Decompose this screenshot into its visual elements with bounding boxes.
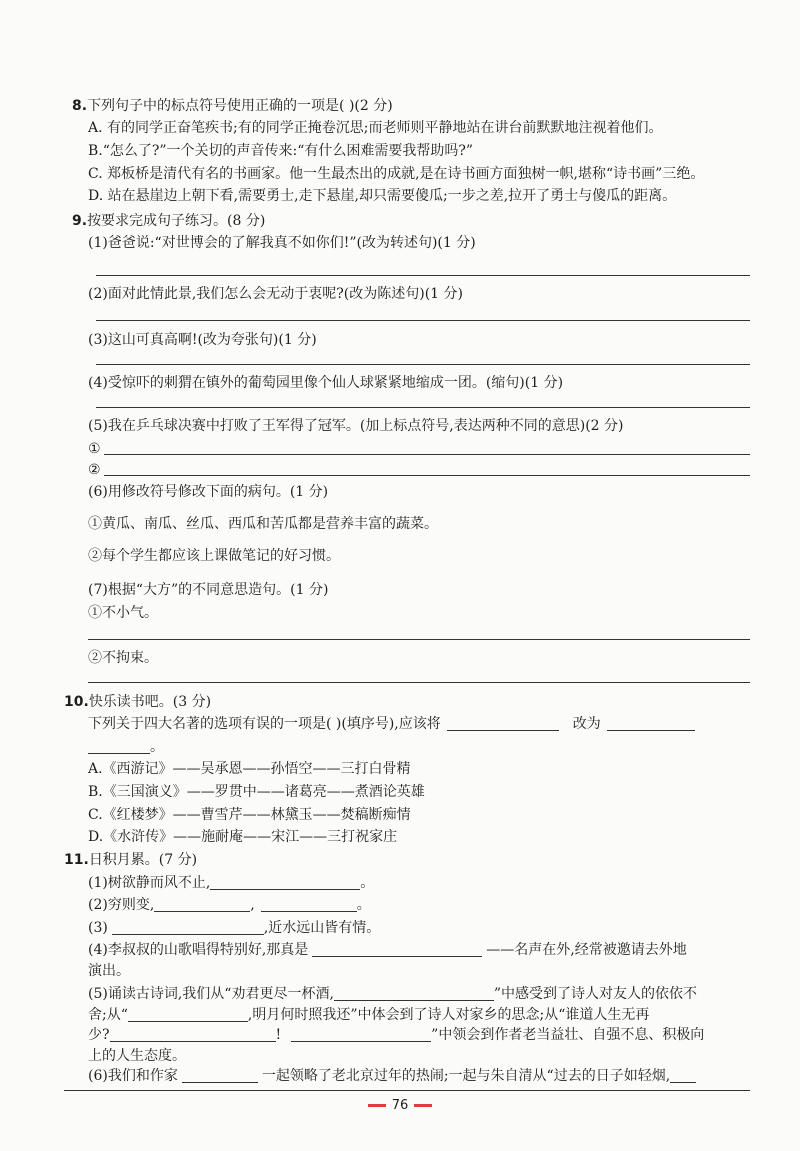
q11-title-text: 日积月累。(7 分) [88,851,198,868]
q11-line5b-continue: ,明月何时照我还”中体会到了诗人对家乡的思念;从“谁道人生无再 [247,1006,650,1023]
answer-blank[interactable] [670,1066,696,1083]
q11-line4 [88,940,687,960]
q10-prompt-replace: 改为 [572,716,601,733]
q10-number: 10. [64,693,89,710]
answer-line[interactable] [96,364,750,365]
answer-line[interactable] [104,454,750,455]
q8-number: 8. [72,97,88,114]
q10-option-d: D.《水浒传》——施耐庵——宋江——三打祝家庄 [88,829,398,846]
page-number-dash-right [414,1104,432,1107]
page-number-dash-left [368,1104,386,1107]
q9-sub7-meaning2: ②不拘束。 [88,650,158,667]
answer-blank[interactable] [312,940,482,957]
q9-number: 9. [72,212,88,229]
q11-line3-end: ,近水远山皆有情。 [263,919,381,936]
answer-line[interactable] [88,682,750,683]
q10-prompt [88,714,695,734]
q9-sub6-sentence2: ②每个学生都应该上课做笔记的好习惯。 [88,548,340,565]
answer-line[interactable] [96,320,750,321]
q11-line2 [88,895,371,915]
answer-blank[interactable] [110,1025,276,1042]
q8-option-b: B.“怎么了?”一个关切的声音传来:“有什么困难需要我帮助吗?” [88,143,474,159]
q10-option-c: C.《红楼梦》——曹雪芹——林黛玉——焚稿断痴情 [88,806,411,823]
q11-line5c [88,1025,704,1045]
q9-sub3: (3)这山可真高啊!(改为夸张句)(1 分) [88,331,317,348]
q11-line5-text: (5)诵读古诗词,我们从“劝君更尽一杯酒, [88,985,334,1002]
q10-prompt-continued [88,737,164,757]
q9-sub5: (5)我在乒乓球决赛中打败了王军得了冠军。(加上标点符号,表达两种不同的意思)(2 分) [88,418,624,435]
q9-sub6-sentence1: ①黄瓜、南瓜、丝瓜、西瓜和苦瓜都是营养丰富的蔬菜。 [88,516,438,533]
q11-line2-text: (2)穷则变, [88,897,155,914]
q9-sub7-meaning1: ①不小气。 [88,604,158,621]
q8-title [72,96,393,116]
q9-title-text: 按要求完成句子练习。(8 分) [87,212,266,229]
q10-option-b: B.《三国演义》——罗贯中——诸葛亮——煮酒论英雄 [88,784,425,800]
q10-title-text: 快乐读书吧。(3 分) [88,693,212,710]
q11-line4-continue: ——名声在外,经常被邀请去外地 [486,942,687,959]
q11-line1-text: (1)树欲静而风不止, [88,874,211,891]
q11-line5b-text: 舍;从“ [88,1006,128,1023]
q11-line3-text: (3) [88,919,108,936]
q9-sub5-marker1: ① [88,440,101,457]
q11-line6 [88,1066,696,1086]
answer-line[interactable] [96,275,750,276]
q11-line5 [88,984,697,1004]
q11-line5b [88,1005,649,1025]
page-number [350,1098,450,1113]
q9-sub1: (1)爸爸说:“对世博会的了解我真不如你们!”(改为转述句)(1 分) [88,235,476,252]
q11-line5c-continue: ”中领会到作者老当益壮、自强不息、积极向 [431,1027,705,1044]
q10-option-a: A.《西游记》——吴承恩——孙悟空——三打白骨精 [88,761,411,778]
q11-line6-continue: 一起领略了老北京过年的热闹;一起与朱自清从“过去的日子如轻烟, [261,1068,671,1084]
answer-blank[interactable] [261,895,357,912]
q8-option-d: D. 站在悬崖边上朝下看,需要勇士,走下悬崖,却只需要傻瓜;一步之差,拉开了勇士与傻瓜的距离。 [88,188,677,205]
q11-line3 [88,918,380,938]
answer-line[interactable] [96,407,750,408]
q9-sub4: (4)受惊吓的刺猬在镇外的葡萄园里像个仙人球紧紧地缩成一团。(缩句)(1 分) [88,374,564,391]
q11-line2-comma: , [250,897,255,914]
q9-title [72,211,265,231]
q11-line5c-text: 少? [88,1027,110,1044]
q9-sub7: (7)根据“大方”的不同意思造句。(1 分) [88,582,329,599]
q11-line4b: 演出。 [88,963,130,980]
q8-option-c: C. 郑板桥是清代有名的书画家。他一生最杰出的成就,是在诗书画方面独树一帜,堪称“诗书画”三绝。 [88,165,705,182]
answer-blank[interactable] [182,1066,258,1083]
answer-blank[interactable] [447,714,559,731]
q11-number: 11. [64,851,89,868]
q11-line4-text: (4)李叔叔的山歌唱得特别好,那真是 [88,942,309,959]
q10-prompt-text: 下列关于四大名著的选项有误的一项是( )(填序号),应该将 [88,716,441,733]
answer-blank[interactable] [291,1025,431,1042]
q11-line1-end: 。 [360,874,375,891]
q9-sub6: (6)用修改符号修改下面的病句。(1 分) [88,484,329,501]
q10-prompt-end: 。 [150,738,164,755]
footer-rule [64,1090,750,1091]
q11-title [64,850,197,870]
q8-title-text: 下列句子中的标点符号使用正确的一项是( )(2 分) [87,97,393,114]
answer-blank[interactable] [154,895,250,912]
answer-blank[interactable] [128,1005,248,1022]
answer-line[interactable] [104,475,750,476]
q11-line1 [88,873,374,893]
q11-line2-end: 。 [356,897,371,914]
q11-line5d: 上的人生态度。 [88,1048,186,1064]
q8-option-a: A. 有的同学正奋笔疾书;有的同学正掩卷沉思;而老师则平静地站在讲台前默默地注视着他们。 [88,120,663,137]
q9-sub2: (2)面对此情此景,我们怎么会无动于衷呢?(改为陈述句)(1 分) [88,286,463,303]
answer-blank[interactable] [607,714,695,731]
q11-line6-text: (6)我们和作家 [88,1068,178,1084]
answer-blank[interactable] [334,984,494,1001]
q11-line5c-excl: ! [275,1027,282,1044]
answer-line[interactable] [88,639,750,640]
answer-blank[interactable] [210,873,360,890]
q11-line5-continue: ”中感受到了诗人对友人的依依不 [493,985,698,1002]
q10-title [64,692,211,712]
answer-blank[interactable] [112,918,264,935]
page-number-text: 76 [391,1098,409,1113]
answer-blank[interactable] [88,737,150,754]
q9-sub5-marker2: ② [88,461,101,478]
